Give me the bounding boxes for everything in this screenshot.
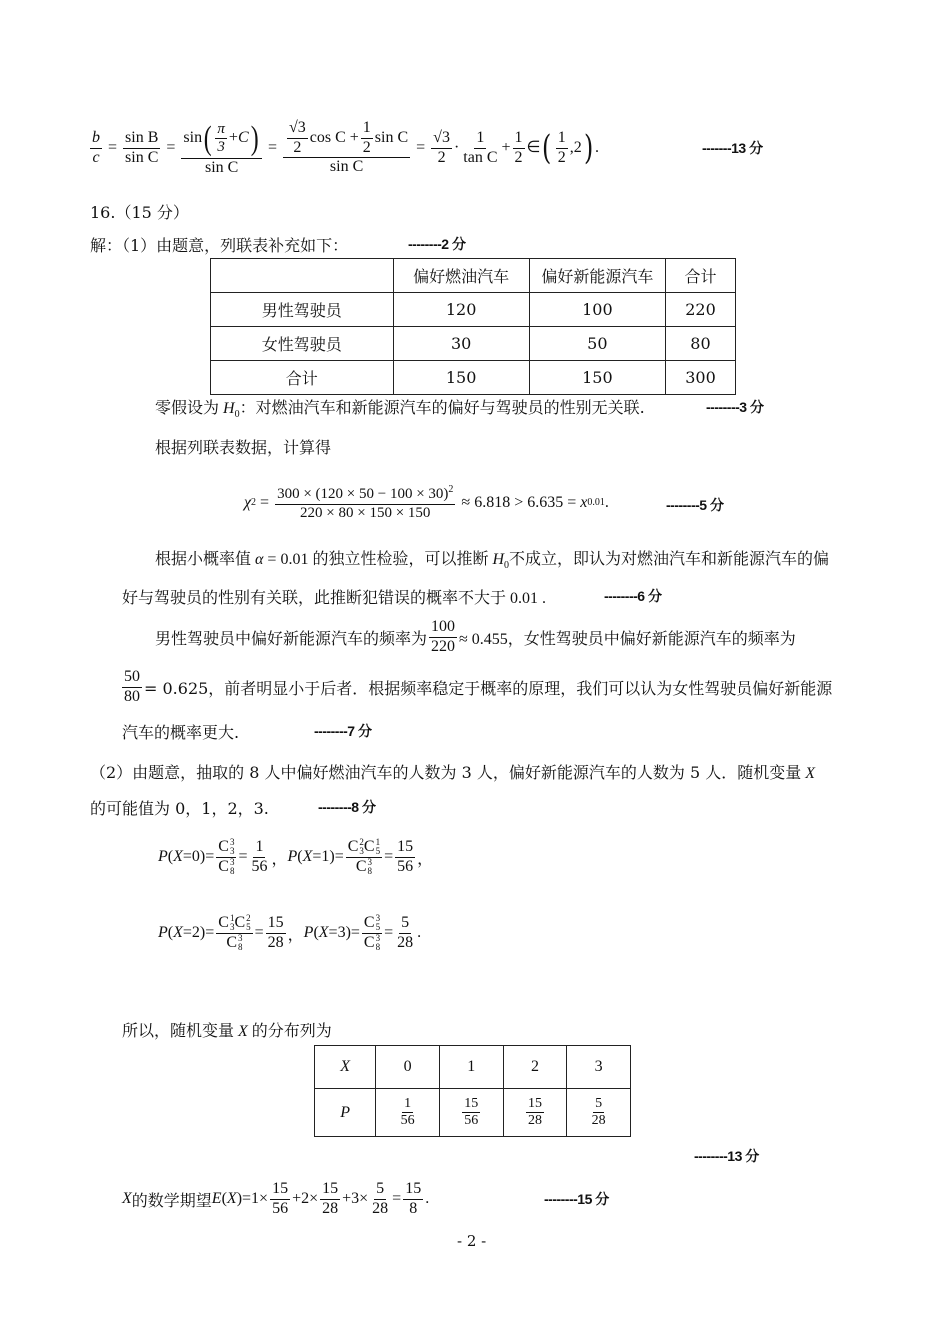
score-13: --------13 分: [694, 1148, 759, 1164]
contingency-table: [210, 258, 736, 395]
table-cell: 50: [529, 327, 665, 361]
table-row: [315, 1046, 631, 1089]
calc-intro: 根据列联表数据，计算得: [155, 438, 332, 457]
null-hypothesis-line: 零假设为 $H_0$：对燃油汽车和新能源汽车的偏好与驾驶员的性别无关联.: [155, 398, 645, 421]
score-6: --------6 分: [604, 588, 662, 604]
table-cell: 100: [529, 293, 665, 327]
score-15: --------15 分: [544, 1191, 609, 1207]
table-cell: 女性驾驶员: [211, 327, 394, 361]
prob-x0-x1: P ( X =0)= C 3 3 C 3 8 = $\frac{1}{56}$ ， P ( X =1)= C 2 3 C 1 5 C 3 8 = $\frac{15}{56}$ ，: [158, 837, 434, 876]
table-header: 偏好燃油汽车: [393, 259, 529, 293]
table-cell: 150: [529, 361, 665, 395]
table-row: [315, 1089, 631, 1137]
score-7: --------7 分: [314, 723, 372, 739]
table-cell: [211, 259, 394, 293]
score-5: --------5 分: [666, 497, 724, 513]
table-cell: $\frac{15}{56}$: [439, 1089, 503, 1137]
part2-line2: 的可能值为 0，1，2，3.: [90, 799, 269, 818]
table-row: [211, 361, 736, 395]
frequency-line2: $\frac{50}{80}$ = 0.625，前者明显小于后者．根据频率稳定于概率的原理，我们可以认为女性驾驶员偏好新能源: [124, 668, 833, 705]
question-heading: 16.（15 分）: [90, 203, 189, 222]
score-8: --------8 分: [318, 799, 376, 815]
table-cell: 2: [503, 1046, 567, 1089]
distribution-intro: 所以，随机变量 X 的分布列为: [122, 1021, 332, 1040]
conclusion-line2: 好与驾驶员的性别有关联，此推断犯错误的概率不大于 0.01 .: [122, 588, 547, 607]
table-cell: 220: [665, 293, 735, 327]
table-header-row: [211, 259, 736, 293]
frequency-line3: 汽车的概率更大.: [122, 723, 240, 742]
table-cell: 80: [665, 327, 735, 361]
table-cell: 300: [665, 361, 735, 395]
equation-b-over-c: $\frac{b}{c}$ = $\frac{\text{sin B}}{\text{sin C}}$ = sin ( $\frac{\pi}{3}$ + C ) sin C = $\frac{√3}{2}$ cos C + $\frac{1}{2}$ sin C sin C = $\frac{√3}{2}$ · $\frac{1}{\text{tan C}}$ + $\frac{1}{2}$ ∈ ( $\frac{1}{2}$ , 2 ) .: [92, 119, 599, 176]
table-cell: 1: [439, 1046, 503, 1089]
table-cell: 0: [376, 1046, 440, 1089]
chi-square-formula: χ 2 = $\frac{300 \times (120 \times 50 - 100 \times 30)^2}{220 \times 80 \times 150 \times 150}$ ≈ 6.818 > 6.635 = x 0.01 .: [244, 484, 609, 521]
table-cell: 150: [393, 361, 529, 395]
conclusion-line1: 根据小概率值 α = 0.01 的独立性检验，可以推断 $H_0$不成立，即认为对燃油汽车和新能源汽车的偏: [155, 549, 830, 572]
expectation-line: X 的数学期望 E ( X )=1× $\frac{15}{56}$ +2× $\frac{15}{28}$ +3× $\frac{5}{28}$ = $\frac{15}{8}$ .: [122, 1180, 430, 1217]
score-13-top: -------13 分: [702, 140, 763, 156]
distribution-table: [314, 1045, 631, 1137]
part1-intro: 解：（1）由题意，列联表补充如下：: [90, 236, 349, 255]
table-cell: $\frac{1}{56}$: [376, 1089, 440, 1137]
table-cell: 男性驾驶员: [211, 293, 394, 327]
table-cell: 3: [567, 1046, 631, 1089]
table-cell: P: [315, 1089, 376, 1137]
table-cell: 120: [393, 293, 529, 327]
frequency-line1: 男性驾驶员中偏好新能源汽车的频率为 $\frac{100}{220}$ ≈ 0.455，女性驾驶员中偏好新能源汽车的频率为: [155, 618, 796, 655]
score-3: --------3 分: [706, 399, 764, 415]
table-header: 合计: [665, 259, 735, 293]
table-header: 偏好新能源汽车: [529, 259, 665, 293]
table-cell: X: [315, 1046, 376, 1089]
table-row: [211, 327, 736, 361]
table-cell: $\frac{15}{28}$: [503, 1089, 567, 1137]
prob-x2-x3: P ( X =2)= C 1 3 C 2 5 C 3 8 = $\frac{15}{28}$ ， P ( X =3)= C 3 5 C 3 8 = $\frac{5}{28}$ .: [158, 913, 422, 952]
table-cell: 合计: [211, 361, 394, 395]
score-2: --------2 分: [408, 236, 466, 252]
part2-line1: （2）由题意，抽取的 8 人中偏好燃油汽车的人数为 3 人，偏好新能源汽车的人数为 5 人．随机变量 X: [90, 763, 816, 782]
table-row: [211, 293, 736, 327]
page-number: - 2 -: [457, 1232, 487, 1250]
table-cell: $\frac{5}{28}$: [567, 1089, 631, 1137]
table-cell: 30: [393, 327, 529, 361]
